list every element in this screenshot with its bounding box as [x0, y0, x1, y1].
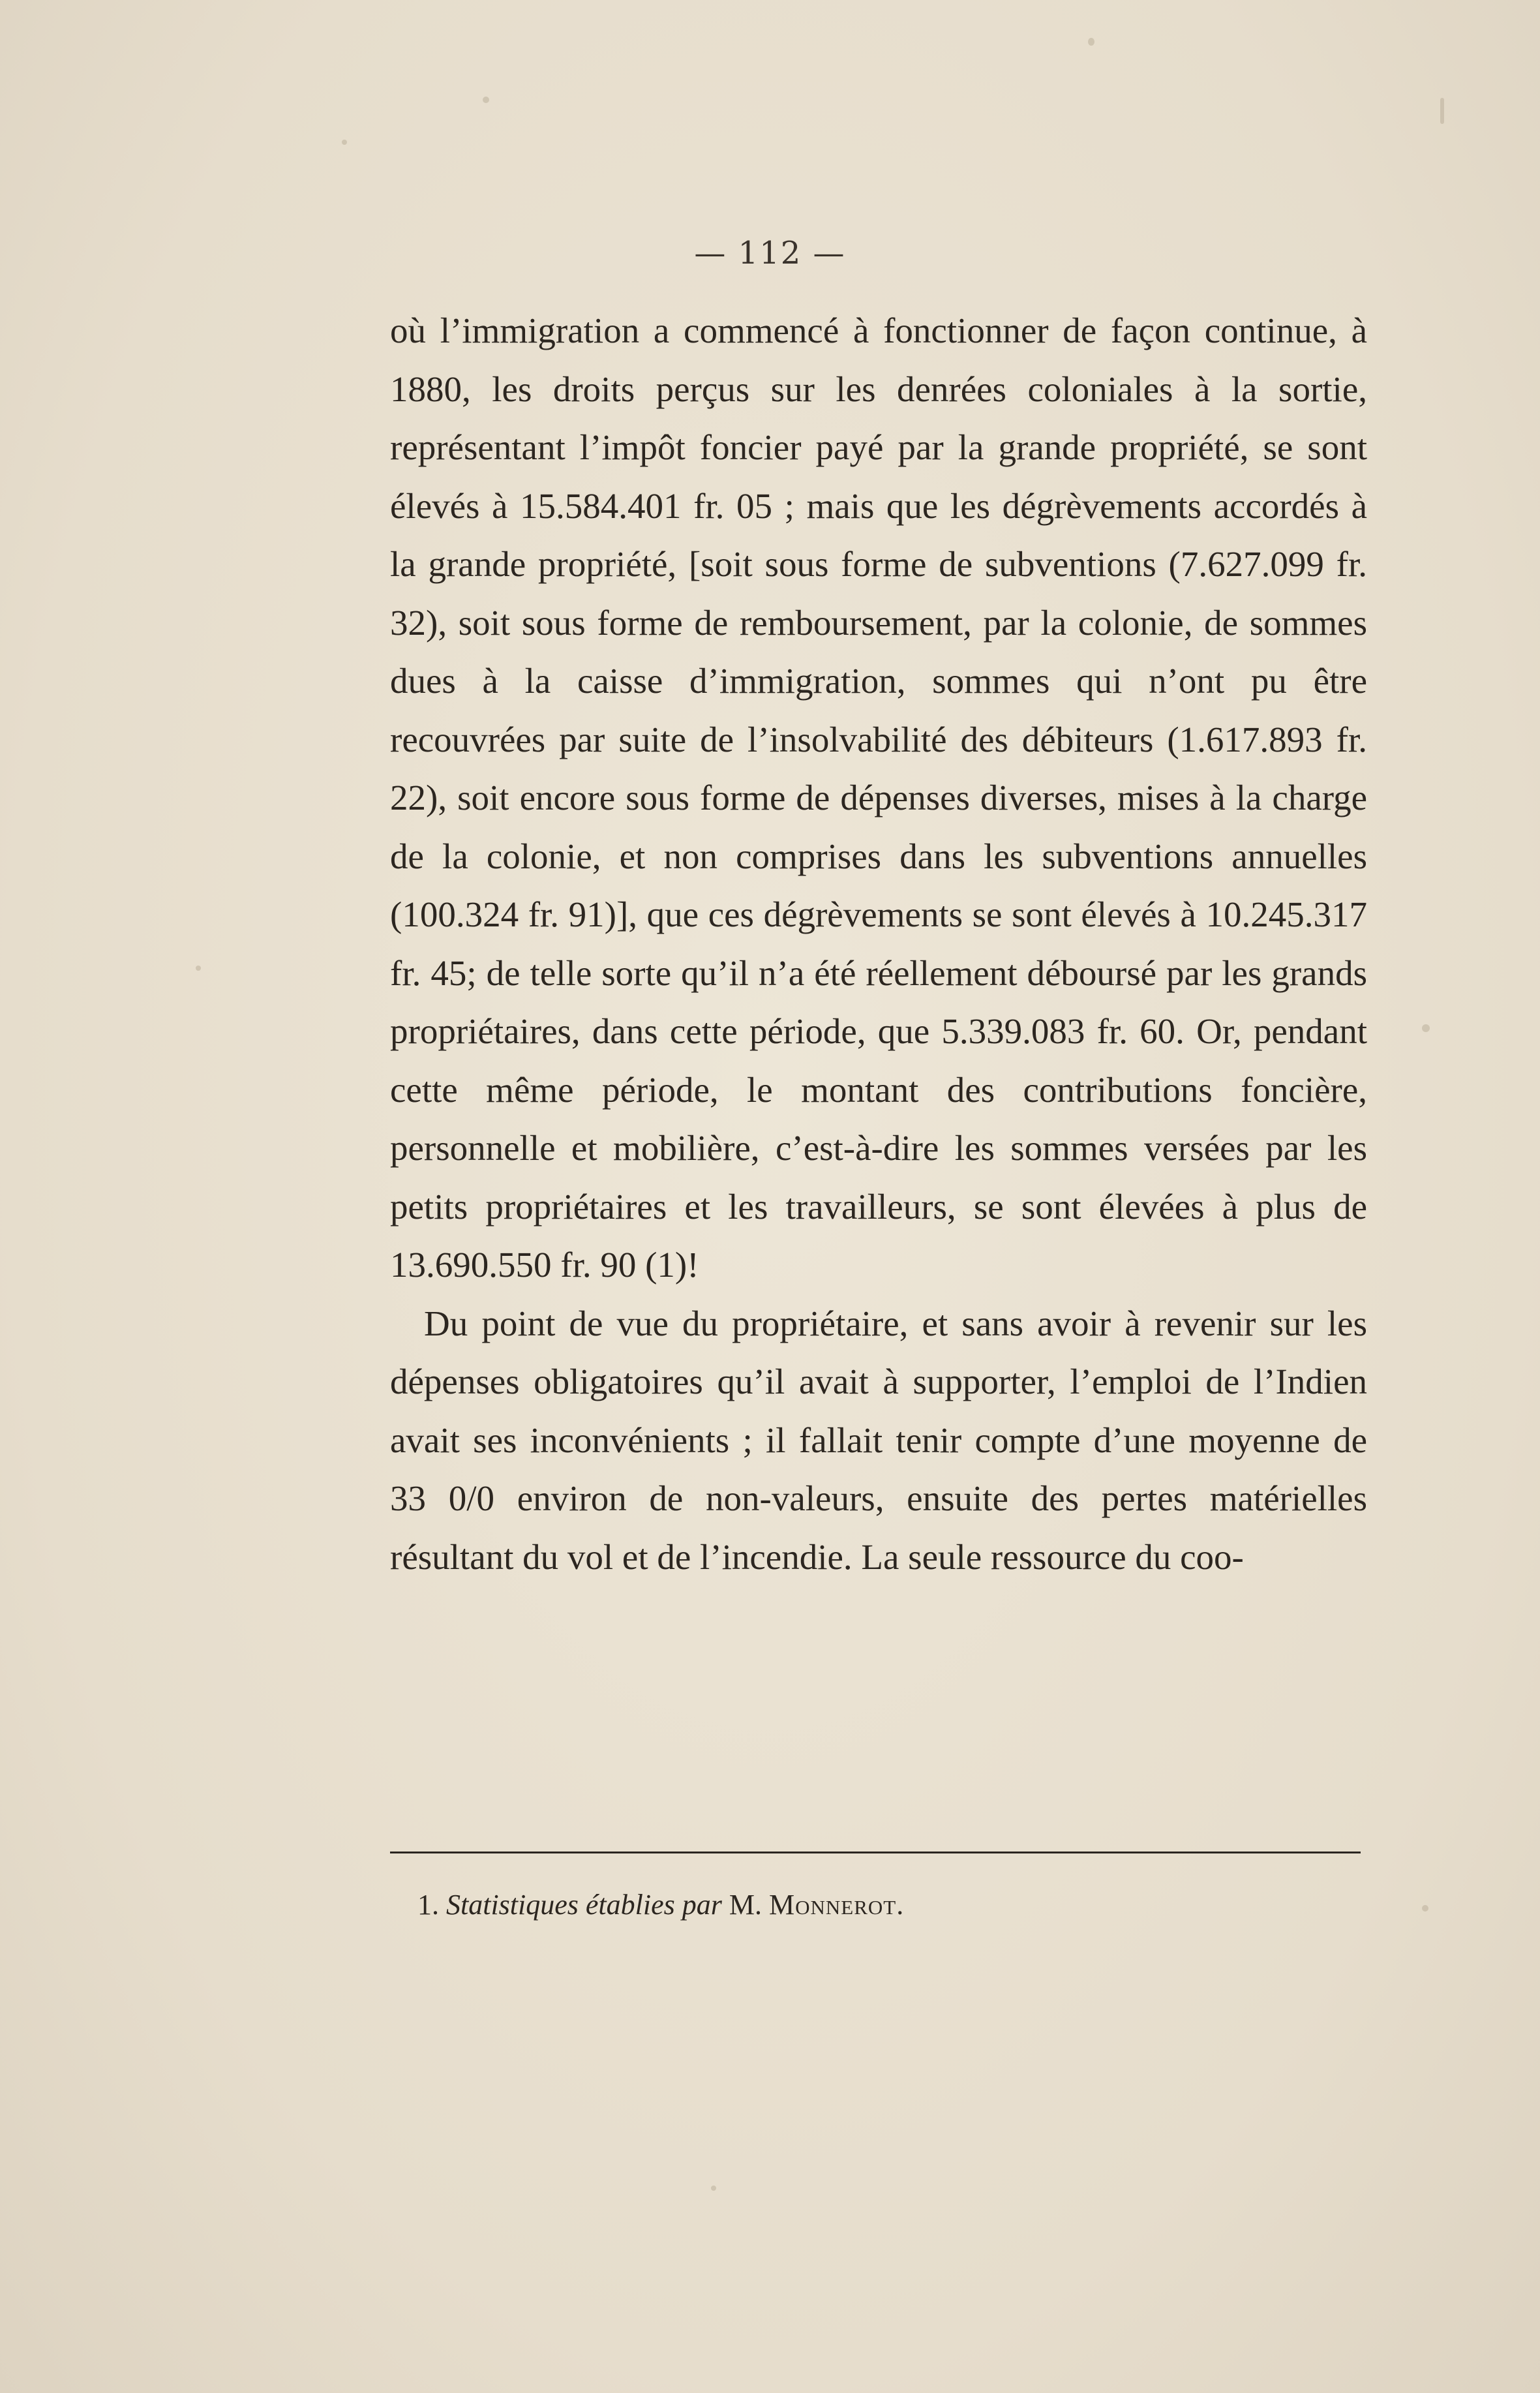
footnote-author: Monnerot.	[769, 1889, 905, 1921]
paper-speck	[711, 2186, 716, 2191]
footnote-separator	[390, 1852, 1361, 1853]
body-text	[390, 301, 1367, 1586]
paper-speck	[1088, 38, 1095, 46]
footnote-number: 1.	[417, 1889, 439, 1921]
paper-speck	[342, 140, 347, 145]
paper-speck	[196, 966, 201, 971]
paper-speck	[483, 97, 489, 103]
paragraph: Du point de vue du propriétaire, et sans avoir à revenir sur les dépenses obligatoires qu’il avait à supporter, l’emploi de l’Indien avait ses inconvénients ; il fallait tenir compte d’une moyenne de 33 0/0 environ de non-valeurs, ensuite des pertes matérielles résultant du vol et de l’incendie. La seule ressource du coo-	[390, 1303, 1367, 1577]
paper-speck	[1422, 1024, 1430, 1032]
paragraph-continued: où l’immigration a commencé à fonctionner de façon continue, à 1880, les droits perçus sur les denrées coloniales à la sortie, représentant l’impôt foncier payé par la grande propriété, se sont élevés à 15.584.401 fr. 05 ; mais que les dégrèvements accordés à la grande propriété, [soit sous forme de subventions (7.627.099 fr. 32), soit sous forme de remboursement, par la colonie, de sommes dues à la caisse d’immigration, sommes qui n’ont pu être recouvrées par suite de l’insolvabilité des débiteurs (1.617.893 fr. 22), soit encore sous forme de dépenses diverses, mises à la charge de la colonie, et non comprises dans les subventions annuelles (100.324 fr. 91)], que ces dégrèvements se sont élevés à 10.245.317 fr. 45; de telle sorte qu’il n’a été réellement déboursé par les grands propriétaires, dans cette période, que 5.339.083 fr. 60. Or, pendant cette même période, le montant des contributions foncière, personnelle et mobilière, c’est-à-dire les sommes versées par les petits propriétaires et les travailleurs, se sont élevées à plus de 13.690.550 fr. 90 (1)!	[390, 311, 1367, 1285]
page-number: — 112 —	[694, 235, 846, 271]
paper-speck	[1440, 98, 1444, 124]
footnote-author-initial: M.	[729, 1889, 762, 1921]
footnote-by: par	[682, 1889, 722, 1921]
footnote-title: Statistiques établies	[446, 1889, 675, 1921]
footnote	[417, 1885, 1370, 1925]
paper-speck	[1422, 1905, 1428, 1912]
